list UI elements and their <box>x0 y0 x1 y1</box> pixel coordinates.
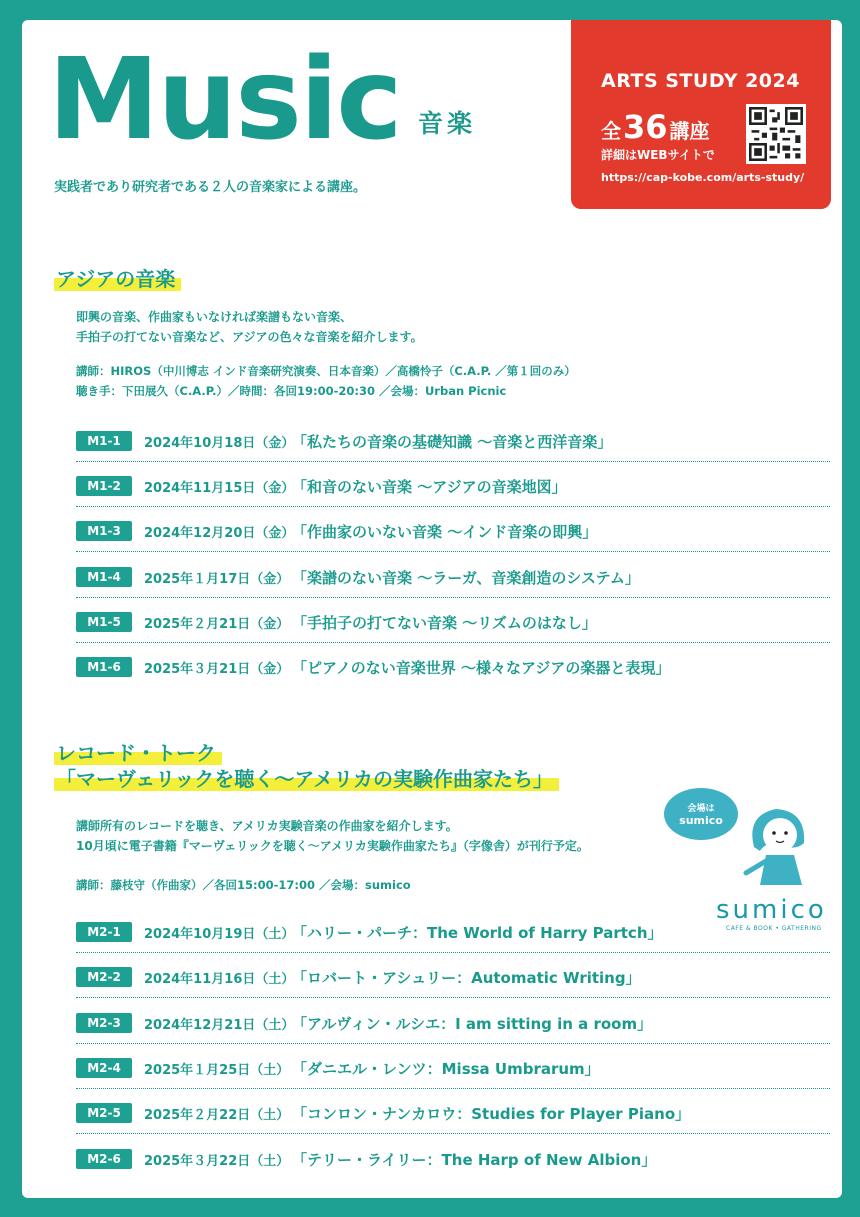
session-title: 「テリー・ライリー：The Harp of New Albion」 <box>292 1150 657 1169</box>
session-date: 2025年２月22日（土） <box>144 1107 290 1123</box>
session-code: M2-1 <box>76 922 132 942</box>
section1-heading-text: アジアの音楽 <box>54 267 181 291</box>
session-row <box>76 647 830 687</box>
promo-url[interactable]: https://cap-kobe.com/arts-study/ <box>601 171 805 184</box>
session-title: 「私たちの音楽の基礎知識 〜音楽と西洋音楽」 <box>292 432 613 451</box>
section1-info <box>76 362 576 401</box>
session-code: M1-2 <box>76 476 132 496</box>
session-date: 2025年３月21日（金） <box>144 661 290 677</box>
session-code: M2-4 <box>76 1058 132 1078</box>
session-title: 「和音のない音楽 〜アジアの音楽地図」 <box>292 477 567 496</box>
promo-count-prefix: 全 <box>601 119 621 143</box>
section1-info-line: 聴き手：下田展久（C.A.P.）／時間：各回19:00-20:30 ／会場：Urban Picnic <box>76 383 507 398</box>
sumico-logo-subtitle: CAFE & BOOK • GATHERING <box>726 925 822 932</box>
venue-bubble-top: 会場は <box>687 804 715 814</box>
session-title: 「アルヴィン・ルシエ：I am sitting in a room」 <box>292 1014 653 1033</box>
section1-intro-line: 即興の音楽、作曲家もいなければ楽譜もない音楽、 <box>76 310 353 324</box>
session-title: 「コンロン・ナンカロウ：Studies for Player Piano」 <box>292 1104 691 1123</box>
session-date: 2024年11月15日（金） <box>144 480 295 496</box>
session-code: M1-4 <box>76 567 132 587</box>
section2-heading-line2: 「マーヴェリックを聴く〜アメリカの実験作曲家たち」 <box>54 767 559 791</box>
section1-heading <box>54 266 181 292</box>
section2-intro-line: 10月頃に電子書籍『マーヴェリックを聴く〜アメリカ実験作曲家たち』（字像舎）が刊行予定。 <box>76 839 589 854</box>
session-code: M1-3 <box>76 521 132 541</box>
session-date: 2024年10月18日（金） <box>144 435 295 451</box>
session-code: M1-1 <box>76 431 132 451</box>
tagline: 実践者であり研究者である２人の音楽家による講座。 <box>54 180 367 195</box>
session-row <box>76 466 830 507</box>
sumico-logo: sumico <box>716 895 827 925</box>
session-code: M2-2 <box>76 967 132 987</box>
session-code: M2-6 <box>76 1149 132 1169</box>
page-title-ja: 音楽 <box>418 109 477 138</box>
session-row <box>76 957 830 998</box>
section1-intro <box>76 307 423 348</box>
session-row <box>76 1003 830 1044</box>
venue-bubble-name: sumico <box>679 814 723 827</box>
sumico-character-icon <box>736 795 826 894</box>
venue-bubble <box>664 788 738 840</box>
section1-info-line: 講師：HIROS（中川博志 インド音楽研究演奏、日本音楽）／高橋怜子（C.A.P. ／第１回のみ） <box>76 364 576 378</box>
session-code: M1-5 <box>76 612 132 632</box>
session-row <box>76 421 830 462</box>
page-title: Music <box>48 35 401 165</box>
session-row <box>76 1139 830 1179</box>
section2-heading <box>54 740 559 792</box>
session-title: 「ロバート・アシュリー：Automatic Writing」 <box>292 968 641 987</box>
session-date: 2024年12月20日（金） <box>144 525 295 541</box>
promo-heading: ARTS STUDY 2024 <box>601 70 800 92</box>
session-date: 2024年11月16日（土） <box>144 971 295 987</box>
session-code: M1-6 <box>76 657 132 677</box>
session-title: 「手拍子の打てない音楽 〜リズムのはなし」 <box>292 613 597 632</box>
section1-intro-line: 手拍子の打てない音楽など、アジアの色々な音楽を紹介します。 <box>76 330 423 345</box>
session-title: 「作曲家のいない音楽 〜インド音楽の即興」 <box>292 522 598 541</box>
promo-count <box>601 108 710 146</box>
session-row <box>76 602 830 643</box>
section2-intro <box>76 816 589 857</box>
session-date: 2025年１月17日（金） <box>144 571 290 587</box>
session-title: 「ピアノのない音楽世界 〜様々なアジアの楽器と表現」 <box>292 658 671 677</box>
section2-intro-line: 講師所有のレコードを聴き、アメリカ実験音楽の作曲家を紹介します。 <box>76 819 458 833</box>
session-code: M2-5 <box>76 1103 132 1123</box>
promo-count-number: 36 <box>623 108 668 146</box>
session-date: 2025年２月21日（金） <box>144 616 290 632</box>
session-row <box>76 511 830 552</box>
session-date: 2025年１月25日（土） <box>144 1062 290 1078</box>
session-title: 「楽譜のない音楽 〜ラーガ、音楽創造のシステム」 <box>292 568 640 587</box>
section2-heading-line1: レコード・トーク <box>54 741 222 765</box>
session-date: 2024年10月19日（土） <box>144 926 295 942</box>
section2-info-line: 講師：藤枝守（作曲家）／各回15:00-17:00 ／会場：sumico <box>76 878 411 892</box>
session-row <box>76 912 830 953</box>
session-date: 2025年３月22日（土） <box>144 1153 290 1169</box>
session-title: 「ハリー・パーチ：The World of Harry Partch」 <box>292 923 663 942</box>
session-row <box>76 557 830 598</box>
flyer-page <box>22 20 842 1198</box>
session-date: 2024年12月21日（土） <box>144 1017 295 1033</box>
session-row <box>76 1093 830 1134</box>
section2-info <box>76 876 411 896</box>
session-row <box>76 1048 830 1089</box>
session-title: 「ダニエル・レンツ：Missa Umbrarum」 <box>292 1059 600 1078</box>
promo-details: 詳細はWEBサイトで <box>601 148 715 162</box>
session-code: M2-3 <box>76 1013 132 1033</box>
qr-code-icon[interactable] <box>746 104 806 164</box>
promo-count-suffix: 講座 <box>669 119 710 143</box>
